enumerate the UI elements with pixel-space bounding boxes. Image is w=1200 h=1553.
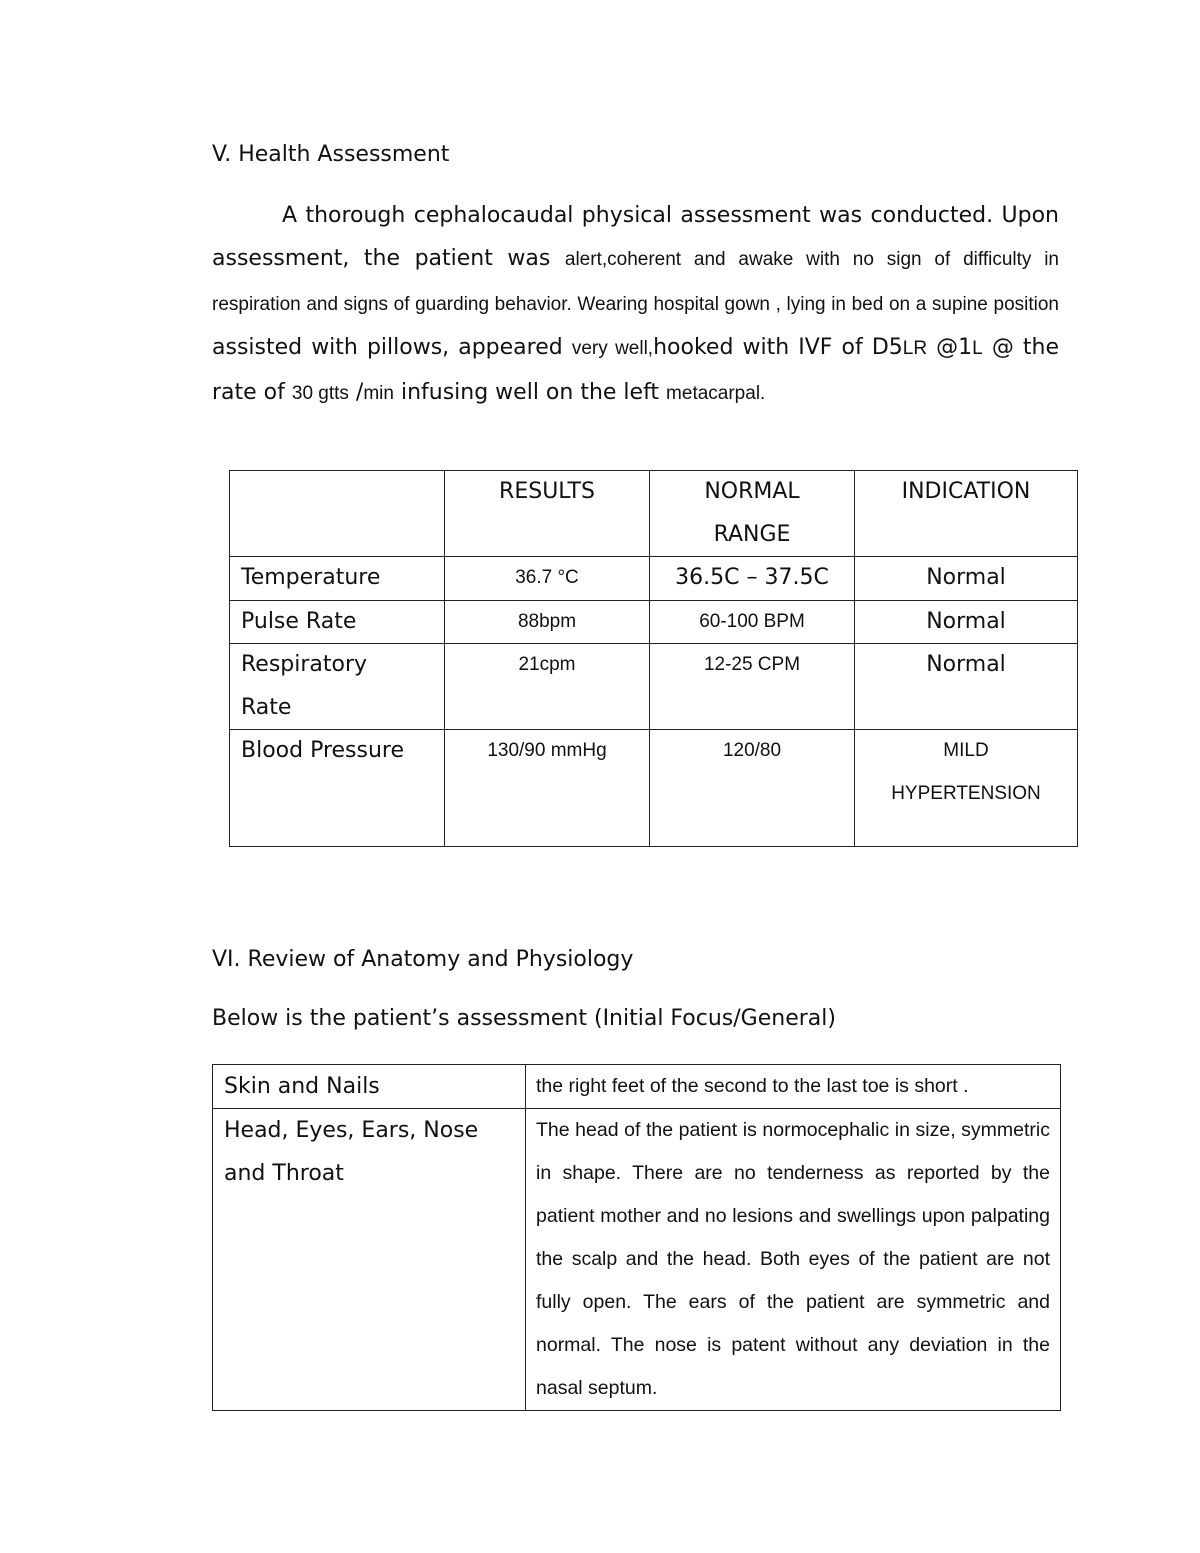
paragraph-segment: / — [348, 379, 364, 405]
result-cell: 36.7 °C — [445, 557, 650, 601]
table-header-row — [230, 471, 1078, 557]
indication-cell: Normal — [855, 600, 1078, 644]
paragraph-segment: very well, — [571, 338, 654, 360]
finding-cell: the right feet of the second to the last toe is short . — [526, 1065, 1061, 1109]
parameter-cell — [230, 644, 445, 730]
paragraph-segment: L — [972, 338, 983, 360]
result-cell: 88bpm — [445, 600, 650, 644]
paragraph-segment: A thorough cephalocaudal physical assessment was conducted. Upon assessment, the patient was — [212, 203, 1059, 272]
table-row — [213, 1065, 1061, 1109]
indication-cell: Normal — [855, 557, 1078, 601]
header-cell-normal-range — [650, 471, 855, 557]
table-row — [230, 644, 1078, 730]
section-5-heading: V. Health Assessment — [212, 142, 450, 167]
paragraph-segment: @1 — [927, 335, 973, 361]
paragraph-segment: min — [363, 382, 394, 404]
result-cell: 21cpm — [445, 644, 650, 730]
indication-text: MILD HYPERTENSION — [891, 740, 1041, 804]
assessment-intro: Below is the patient’s assessment (Initial Focus/General) — [212, 1006, 836, 1031]
table-row — [213, 1109, 1061, 1411]
body-area-cell: Skin and Nails — [213, 1065, 526, 1109]
paragraph-segment: metacarpal. — [666, 382, 766, 404]
parameter-cell: Temperature — [230, 557, 445, 601]
parameter-cell: Blood Pressure — [230, 730, 445, 847]
header-cell-indication: INDICATION — [855, 471, 1078, 557]
indication-cell — [855, 730, 1078, 847]
parameter-cell: Pulse Rate — [230, 600, 445, 644]
normal-range-cell: 36.5C – 37.5C — [650, 557, 855, 601]
normal-range-cell: 60-100 BPM — [650, 600, 855, 644]
health-assessment-paragraph — [212, 194, 1059, 415]
paragraph-segment: assisted with pillows, appeared — [212, 335, 572, 361]
paragraph-segment: hooked with IVF of D5 — [653, 335, 903, 361]
normal-range-cell: 12-25 CPM — [650, 644, 855, 730]
section-6-heading: VI. Review of Anatomy and Physiology — [212, 947, 634, 972]
parameter-text: Respiratory Rate — [241, 652, 368, 720]
table-row — [230, 600, 1078, 644]
table-row — [230, 557, 1078, 601]
body-area-text: Head, Eyes, Ears, Nose and Throat — [224, 1118, 479, 1186]
normal-range-cell: 120/80 — [650, 730, 855, 847]
paragraph-segment: 30 gtts — [291, 382, 349, 404]
finding-cell: The head of the patient is normocephalic in size, symmetric in shape. There are no tenderness as reported by the patient mother and no lesions and swellings upon palpating the scalp and the head. Both eyes of the patient are not fully open. The ears of the patient are symmetric and normal. The nose is patent without any deviation in the nasal septum. — [526, 1109, 1061, 1411]
header-cell-blank — [230, 471, 445, 557]
header-normal-range-text: NORMAL RANGE — [704, 479, 800, 547]
paragraph-segment: LR — [902, 338, 928, 360]
body-area-cell — [213, 1109, 526, 1411]
paragraph-segment: @ the rate of — [212, 335, 1060, 405]
result-cell: 130/90 mmHg — [445, 730, 650, 847]
paragraph-segment: infusing well on the left — [393, 379, 667, 405]
paragraph-segment: alert,coherent and awake with no sign of difficulty in respiration and signs of guarding behavior. Wearing hospital gown , lying in bed on a supine position — [212, 249, 1059, 315]
header-cell-results: RESULTS — [445, 471, 650, 557]
vital-signs-table — [229, 470, 1078, 847]
review-table — [212, 1064, 1061, 1411]
table-row — [230, 730, 1078, 847]
indication-cell: Normal — [855, 644, 1078, 730]
